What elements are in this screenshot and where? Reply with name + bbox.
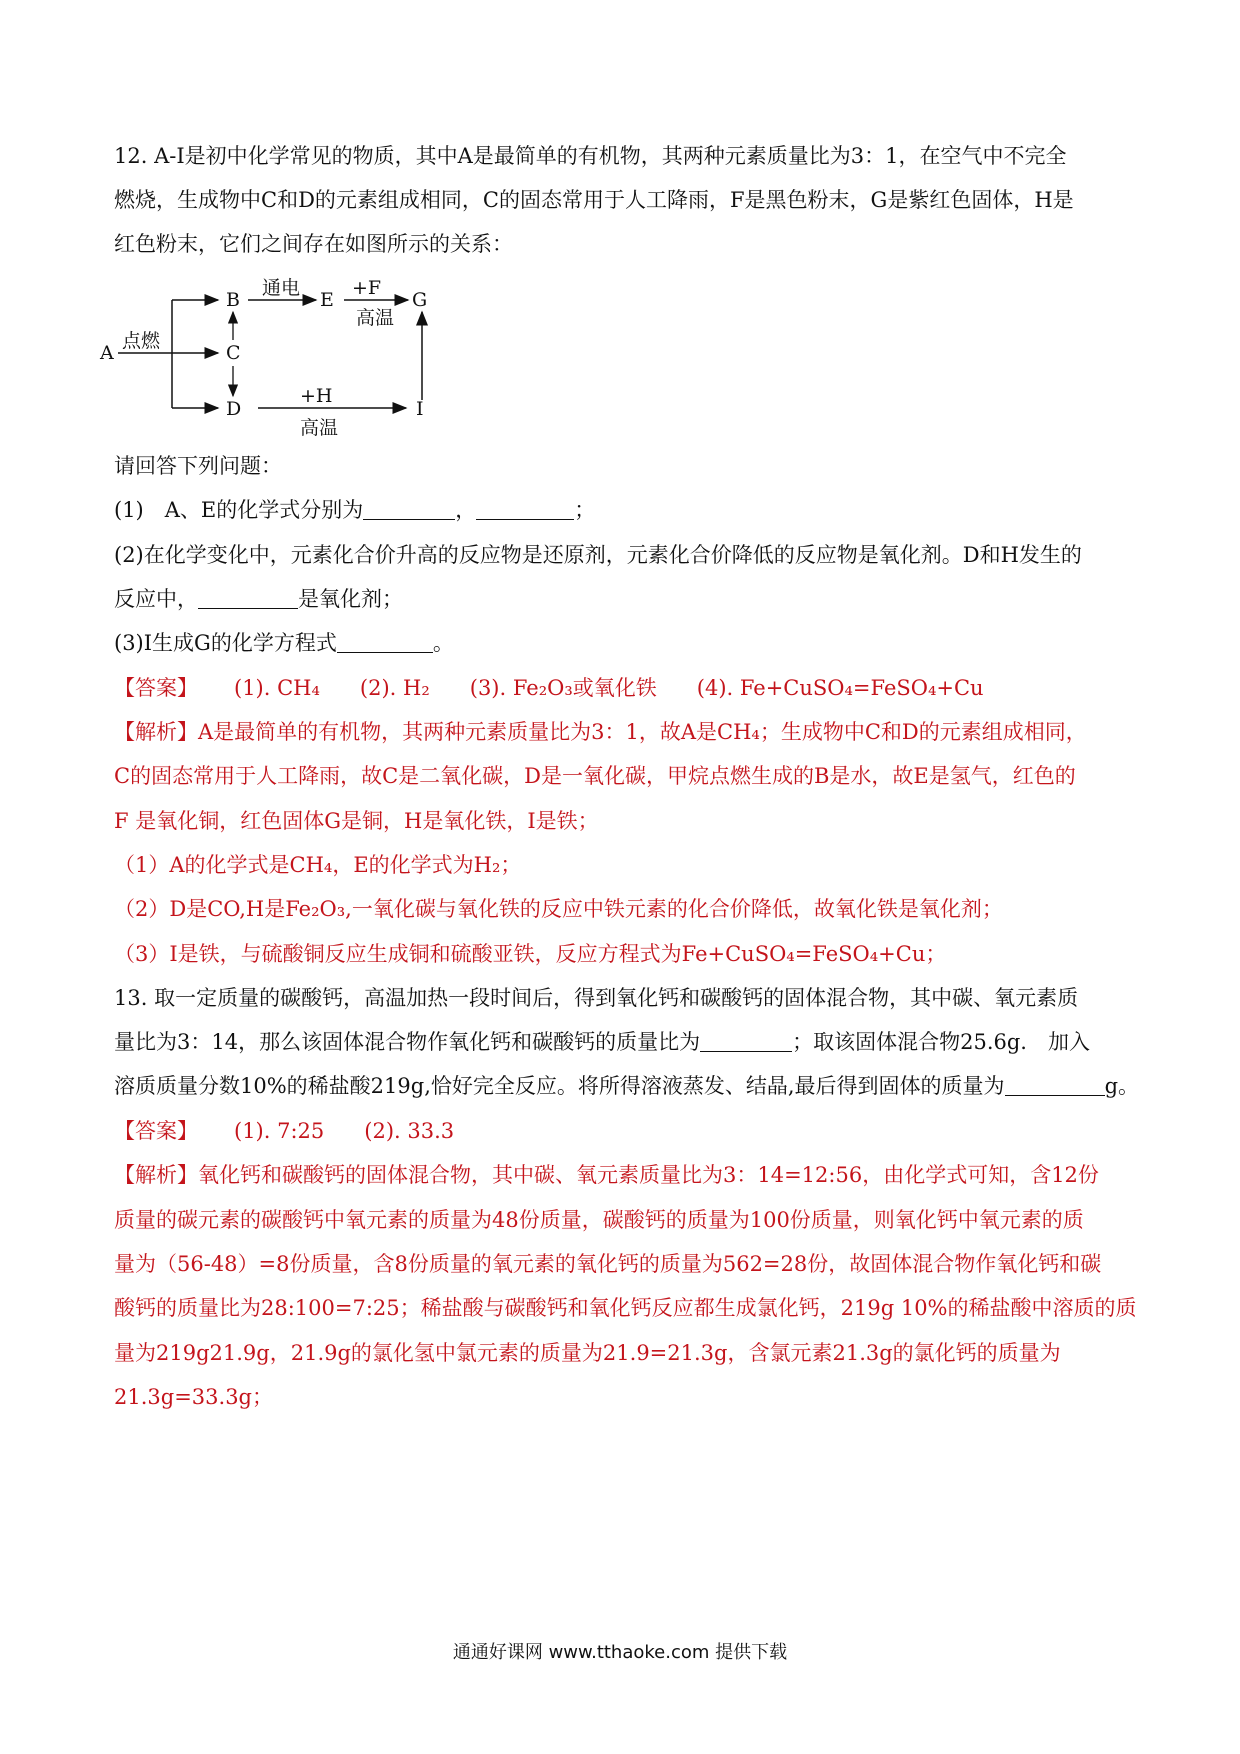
node-e: E: [320, 289, 334, 311]
q13-line-2: [114, 1027, 1139, 1057]
answer-blank-mass-ratio[interactable]: [700, 1029, 792, 1052]
answer-blank-a[interactable]: [363, 497, 455, 520]
q13-line-2-prefix: 量比为3：14，那么该固体混合物作氧化钙和碳酸钙的质量比为: [114, 1030, 701, 1054]
q12-sub3-prefix: (3)I生成G的化学方程式: [114, 631, 337, 655]
q12-sub2-line-2: [114, 584, 1139, 614]
q13-analysis-2: 质量的碳元素的碳酸钙中氧元素的质量为48份质量，碳酸钙的质量为100份质量，则氧化钙中氧元素的质: [114, 1208, 1084, 1232]
q12-sub1-mid: ，: [455, 498, 477, 522]
q12-analysis-3: F 是氧化铜，红色固体G是铜，H是氧化铁，I是铁；: [114, 809, 599, 833]
q12-analysis-4: （1）A的化学式是CH₄，E的化学式为H₂；: [114, 853, 522, 877]
label-plus-h: +H: [300, 385, 333, 407]
q12-answer-1: (1). CH₄: [234, 676, 320, 700]
answer-blank-equation[interactable]: [337, 630, 433, 653]
q12-sub2-prefix: 反应中，: [114, 587, 198, 611]
q12-sub1-prefix: (1) A、E的化学式分别为: [114, 498, 364, 522]
label-gaowen-1: 高温: [356, 307, 395, 329]
q13-analysis-5: 量为219g21.9g，21.9g的氯化氢中氯元素的质量为21.9=21.3g，含氯元素21.3g的氯化钙的质量为: [114, 1341, 1061, 1365]
q13-line-3-prefix: 溶质质量分数10%的稀盐酸219g,恰好完全反应。将所得溶液蒸发、结晶,最后得到固体的质量为: [114, 1074, 1005, 1098]
q12-line-1: 12. A-I是初中化学常见的物质，其中A是最简单的有机物，其两种元素质量比为3：1，在空气中不完全: [114, 144, 1067, 168]
q12-sub1-end: ；: [574, 498, 596, 522]
q12-answer: [114, 673, 1139, 703]
q13-answer-1: (1). 7:25: [234, 1119, 325, 1143]
q12-sub2-end: 是氧化剂；: [298, 587, 403, 611]
q12-answer-label: 【答案】: [114, 676, 198, 700]
node-b: B: [226, 289, 240, 311]
q12-analysis-2: C的固态常用于人工降雨，故C是二氧化碳，D是一氧化碳，甲烷点燃生成的B是水，故E是氢气，红色的: [114, 764, 1076, 788]
q13-analysis-4: 酸钙的质量比为28:100=7:25；稀盐酸与碳酸钙和氧化钙反应都生成氯化钙，219g 10%的稀盐酸中溶质的质: [114, 1296, 1137, 1320]
q13-answer-label: 【答案】: [114, 1119, 198, 1143]
q12-prompt: 请回答下列问题：: [114, 454, 282, 478]
q13-analysis-6: 21.3g=33.3g；: [114, 1385, 273, 1409]
q12-sub3: [114, 628, 1139, 658]
label-tongdian: 通电: [262, 277, 301, 299]
q13-answer-2: (2). 33.3: [364, 1119, 455, 1143]
q12-analysis-5: （2）D是CO,H是Fe₂O₃,一氧化碳与氧化铁的反应中铁元素的化合价降低，故氧化铁是氧化剂；: [114, 897, 1003, 921]
q12-answer-3: (3). Fe₂O₃或氧化铁: [469, 676, 657, 700]
q13-analysis-3: 量为（56-48）=8份质量，含8份质量的氧元素的氧化钙的质量为562=28份，故固体混合物作氧化钙和碳: [114, 1252, 1102, 1276]
node-i: I: [416, 398, 424, 420]
q12-analysis-6: （3）I是铁，与硫酸铜反应生成铜和硫酸亚铁，反应方程式为Fe+CuSO₄=FeSO₄+Cu；: [114, 942, 947, 966]
q12-sub1: [114, 495, 1139, 525]
q13-line-3-suffix: g。: [1104, 1074, 1140, 1098]
label-gaowen-2: 高温: [300, 417, 339, 439]
label-plus-f: +F: [352, 277, 382, 299]
q13-analysis-1: 【解析】氧化钙和碳酸钙的固体混合物，其中碳、氧元素质量比为3：14=12:56，由化学式可知，含12份: [114, 1163, 1099, 1187]
label-dianran: 点燃: [122, 330, 161, 352]
node-a: A: [100, 342, 114, 364]
answer-blank-e[interactable]: [476, 497, 574, 520]
q13-answer: [114, 1116, 1139, 1146]
node-g: G: [412, 289, 428, 311]
q13-line-1: 13. 取一定质量的碳酸钙，高温加热一段时间后，得到氧化钙和碳酸钙的固体混合物，其中碳、氧元素质: [114, 986, 1079, 1010]
answer-blank-oxidizer[interactable]: [198, 586, 298, 609]
q12-line-3: 红色粉末，它们之间存在如图所示的关系：: [114, 232, 513, 256]
q12-sub2-line-1: (2)在化学变化中，元素化合价升高的反应物是还原剂，元素化合价降低的反应物是氧化剂。D和H发生的: [114, 543, 1082, 567]
q12-sub3-end: 。: [432, 631, 454, 655]
node-d: D: [226, 398, 242, 420]
page-footer: 通通好课网 www.tthaoke.com 提供下载: [452, 1642, 788, 1663]
q13-line-3: [114, 1071, 1139, 1101]
q12-answer-2: (2). H₂: [359, 676, 430, 700]
node-c: C: [226, 342, 241, 364]
q12-line-2: 燃烧，生成物中C和D的元素组成相同，C的固态常用于人工降雨，F是黑色粉末，G是紫红色固体，H是: [114, 188, 1074, 212]
answer-blank-solid-mass[interactable]: [1005, 1073, 1105, 1096]
q12-answer-4: (4). Fe+CuSO₄=FeSO₄+Cu: [696, 676, 984, 700]
q13-line-2-suffix: ；取该固体混合物25.6g. 加入: [792, 1030, 1090, 1054]
q12-analysis-1: 【解析】A是最简单的有机物，其两种元素质量比为3：1，故A是CH₄；生成物中C和D的元素组成相同，: [114, 720, 1087, 744]
